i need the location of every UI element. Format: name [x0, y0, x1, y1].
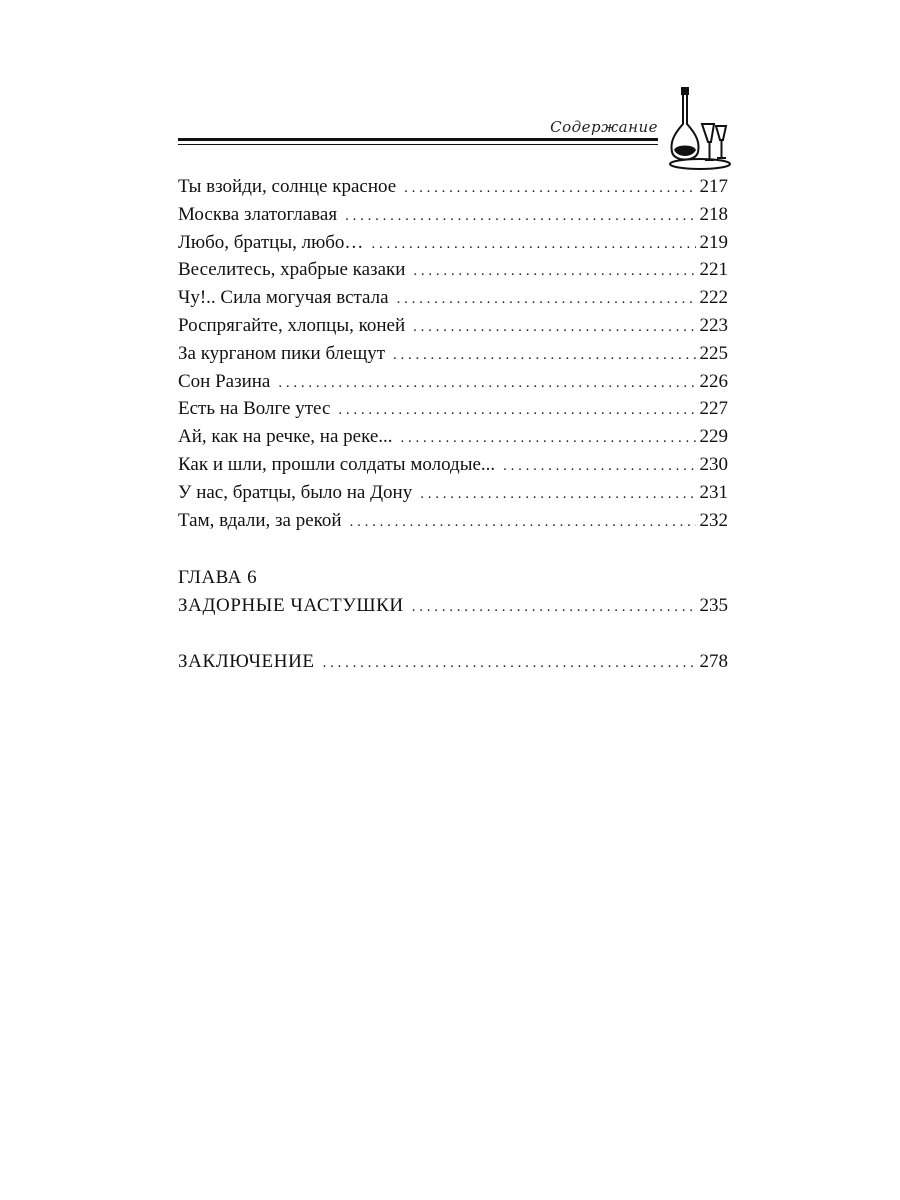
toc-entry-conclusion[interactable]	[178, 648, 728, 676]
table-of-contents	[178, 173, 728, 534]
toc-entry-page: 229	[699, 426, 728, 448]
toc-entry[interactable]	[178, 201, 728, 229]
toc-entry-page: 231	[699, 481, 728, 503]
chapter-6-section	[178, 564, 728, 620]
toc-entry-page: 235	[699, 594, 728, 616]
toc-entry[interactable]	[178, 284, 728, 312]
toc-entry[interactable]	[178, 173, 728, 201]
toc-entry[interactable]	[178, 229, 728, 257]
toc-entry[interactable]	[178, 479, 728, 507]
dot-leader	[345, 203, 695, 231]
toc-entry-page: 219	[699, 231, 728, 253]
toc-entry-title: Любо, братцы, любо…	[178, 231, 364, 253]
toc-entry-page: 223	[699, 314, 728, 336]
toc-entry-title: ЗАКЛЮЧЕНИЕ	[178, 651, 315, 672]
dot-leader	[323, 650, 696, 678]
toc-entry-title: У нас, братцы, было на Дону	[178, 481, 413, 503]
dot-leader	[393, 342, 696, 370]
toc-entry-title: Сон Разина	[178, 370, 271, 392]
toc-entry-title: Москва златоглавая	[178, 203, 338, 225]
dot-leader	[503, 453, 695, 481]
toc-entry-page: 222	[699, 287, 728, 309]
toc-entry-page: 226	[699, 370, 728, 392]
toc-entry-title: Роспрягайте, хлопцы, коней	[178, 314, 406, 336]
running-header-title: Содержание	[550, 118, 658, 136]
toc-entry[interactable]	[178, 423, 728, 451]
toc-entry[interactable]	[178, 312, 728, 340]
header-rule-thin	[178, 144, 658, 145]
toc-entry-title: Там, вдали, за рекой	[178, 509, 342, 531]
dot-leader	[401, 425, 696, 453]
dot-leader	[278, 370, 695, 398]
chapter-label: ГЛАВА 6	[178, 567, 258, 588]
header-rule	[178, 138, 658, 141]
toc-entry-title: Чу!.. Сила могучая встала	[178, 287, 389, 309]
decanter-and-glasses-icon	[664, 84, 734, 172]
toc-entry-page: 230	[699, 453, 728, 475]
dot-leader	[397, 286, 696, 314]
toc-entry-page: 232	[699, 509, 728, 531]
dot-leader	[404, 175, 695, 203]
toc-entry[interactable]	[178, 256, 728, 284]
page-header	[178, 84, 738, 174]
toc-entry[interactable]	[178, 340, 728, 368]
toc-entry-page: 227	[699, 398, 728, 420]
dot-leader	[350, 509, 696, 537]
toc-entry[interactable]	[178, 451, 728, 479]
toc-entry[interactable]	[178, 368, 728, 396]
conclusion-section	[178, 648, 728, 676]
dot-leader	[412, 594, 696, 622]
dot-leader	[413, 314, 695, 342]
toc-entry-title: ЗАДОРНЫЕ ЧАСТУШКИ	[178, 594, 404, 616]
dot-leader	[338, 397, 695, 425]
toc-entry-title: Есть на Волге утес	[178, 398, 331, 420]
toc-entry[interactable]	[178, 395, 728, 423]
toc-entry-page: 225	[699, 342, 728, 364]
dot-leader	[413, 258, 695, 286]
toc-entry-title: Ай, как на речке, на реке...	[178, 426, 393, 448]
toc-entry-title: За курганом пики блещут	[178, 342, 385, 364]
dot-leader	[420, 481, 695, 509]
toc-entry-page: 218	[699, 203, 728, 225]
toc-entry-page: 221	[699, 259, 728, 281]
dot-leader	[371, 231, 695, 259]
toc-entry[interactable]	[178, 507, 728, 535]
toc-entry-page: 278	[699, 651, 728, 672]
toc-entry-page: 217	[699, 176, 728, 197]
toc-entry-title: Веселитесь, храбрые казаки	[178, 259, 406, 281]
toc-entry-title: Как и шли, прошли солдаты молодые...	[178, 453, 496, 475]
toc-entry-title: Ты взойди, солнце красное	[178, 176, 397, 197]
toc-entry-chapter-6[interactable]	[178, 592, 728, 620]
